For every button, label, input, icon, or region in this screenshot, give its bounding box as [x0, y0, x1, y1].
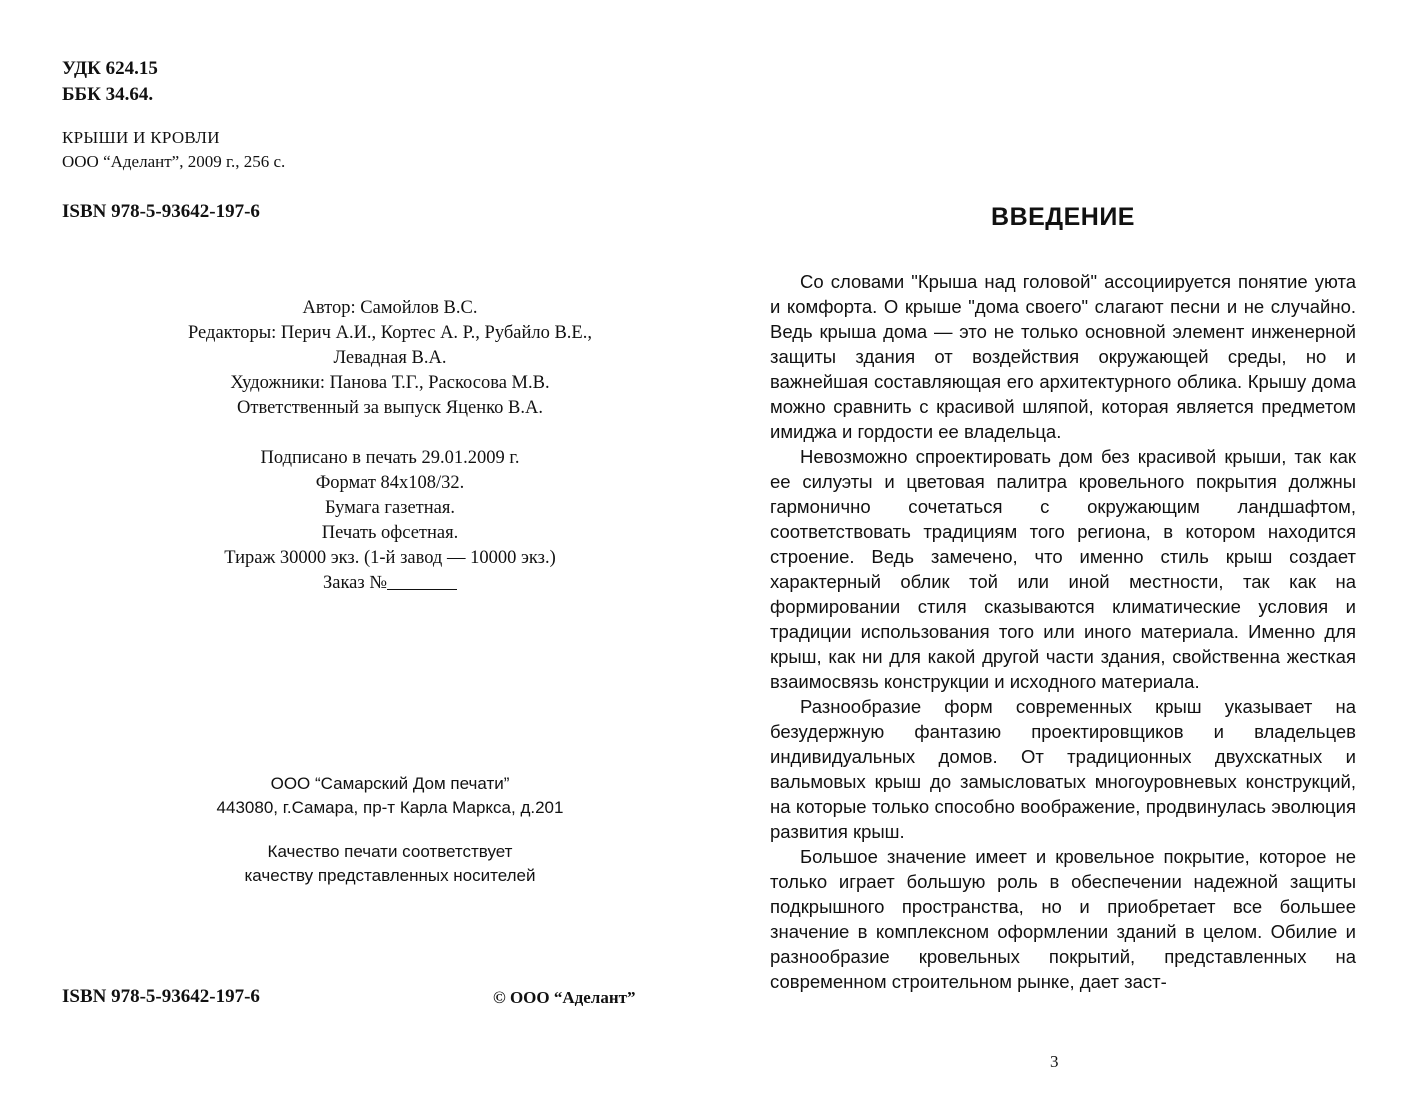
- page-number: 3: [1050, 1052, 1059, 1071]
- paragraph: Разнообразие форм современных крыш указывает на безудержную фантазию проектировщиков и владельцев индивидуальных домов. От традиционных двухскатных и вальмовых крыш до замысловатых многоуровневых конструкций, на которые только способно воображение, продвинулась эволюция развития крыш.: [770, 696, 1356, 842]
- paragraph: Невозможно спроектировать дом без красивой крыши, так как ее силуэты и цветовая палитра кровельного покрытия должны гармонично сочетаться с окружающим ландшафтом, соответствовать традициям того региона, в котором находится строение. Ведь замечено, что именно стиль крыш создает характерный облик той или иной местности, так как на формировании стиля сказываются климатические условия и традиции использования того или иного материала. Именно для крыш, как ни для какой другой части здания, свойственна жесткая взаимосвязь конструкции и исходного материала.: [770, 446, 1356, 692]
- isbn-bottom: ISBN 978-5-93642-197-6: [62, 986, 260, 1007]
- classification-codes: [62, 56, 158, 108]
- imprint-block: [100, 446, 680, 596]
- section-heading: ВВЕДЕНИЕ: [991, 203, 1135, 231]
- printer-address: 443080, г.Самара, пр-т Карла Маркса, д.201: [216, 798, 564, 817]
- author-line: Автор: Самойлов В.С.: [302, 298, 478, 318]
- printer-name: ООО “Самарский Дом печати”: [270, 774, 510, 793]
- quality-note: [100, 840, 680, 888]
- signed-line: Подписано в печать 29.01.2009 г.: [260, 448, 520, 468]
- responsible-line: Ответственный за выпуск Яценко В.А.: [237, 398, 543, 418]
- quality-line-2: качеству представленных носителей: [244, 866, 536, 885]
- book-info: [62, 126, 285, 174]
- paragraph: Со словами "Крыша над головой" ассоциируется понятие уюта и комфорта. О крыше "дома своего" слагают песни и не случайно. Ведь крыша дома — это не только основной элемент инженерной защиты здания от воздействия окружающей среды, но и важнейшая составляющая его архитектурного облика. Крышу дома можно сравнить с красивой шляпой, которая является предметом имиджа и гордости ее владельца.: [770, 271, 1356, 442]
- editors-line-2: Левадная В.А.: [333, 348, 447, 368]
- paper-line: Бумага газетная.: [324, 498, 456, 518]
- introduction-text: [770, 269, 1356, 994]
- book-title: КРЫШИ И КРОВЛИ: [62, 128, 220, 147]
- copyright: © ООО “Аделант”: [493, 988, 636, 1007]
- quality-line-1: Качество печати соответствует: [267, 842, 513, 861]
- order-label: Заказ №: [323, 573, 387, 593]
- artists-line: Художники: Панова Т.Г., Раскосова М.В.: [230, 373, 550, 393]
- isbn-top: ISBN 978-5-93642-197-6: [62, 201, 260, 222]
- circulation-line: Тираж 30000 экз. (1-й завод — 10000 экз.): [224, 548, 556, 568]
- paragraph: Большое значение имеет и кровельное покрытие, которое не только играет большую роль в обеспечении надежной защиты подкрышного пространства, но и приобретает все большее значение в комплексном оформлении зданий в целом. Обилие и разнообразие кровельных покрытий, представленных на современном строительном рынке, дает заст-: [770, 846, 1356, 992]
- print-line: Печать офсетная.: [321, 523, 459, 543]
- order-blank: [387, 571, 457, 590]
- udk-code: УДК 624.15: [62, 58, 158, 79]
- publisher-line: ООО “Аделант”, 2009 г., 256 с.: [62, 152, 286, 171]
- credits-block: [100, 296, 680, 421]
- format-line: Формат 84х108/32.: [315, 473, 465, 493]
- printer-block: [100, 772, 680, 820]
- bbk-code: ББК 34.64.: [62, 84, 154, 105]
- order-line: [100, 571, 680, 596]
- editors-line: Редакторы: Перич А.И., Кортес А. Р., Рубайло В.Е.,: [188, 323, 592, 343]
